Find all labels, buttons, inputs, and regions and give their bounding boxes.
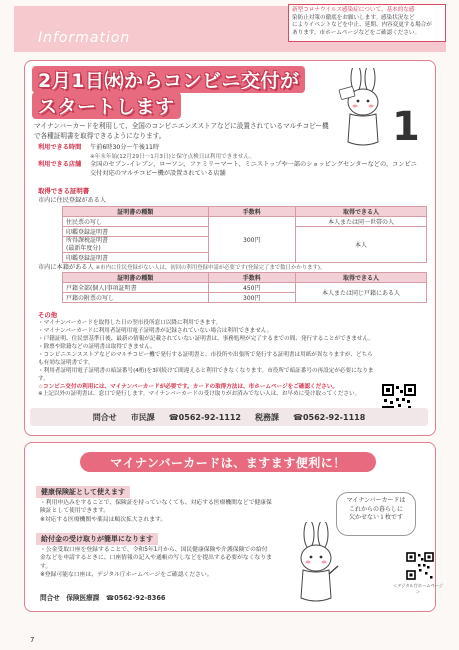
table-header: 手数料 bbox=[208, 273, 295, 283]
benefit-payment-tag: 給付金の受け取りが簡単になります bbox=[36, 533, 158, 545]
cert-fee: 300円 bbox=[208, 217, 295, 263]
cert-name: 戸籍全部(個人)事項証明書 bbox=[63, 283, 209, 293]
notice-line: あります。市ホームページなどをご確認ください。 bbox=[292, 29, 421, 36]
section-domicile-note: ※市内に住民登録がない人は、初回の利用登録申請が必要です(登録完了まで数日かかります)。 bbox=[95, 265, 326, 271]
step-number: 1 bbox=[392, 104, 420, 150]
table-header: 取得できる人 bbox=[295, 273, 426, 283]
stores-label: 利用できる店舗 bbox=[38, 161, 82, 169]
list-item: ・利用申込みをすることで、保険証を持っていなくても、対応する医療機関などで健康保険証として使用できます。 bbox=[40, 500, 272, 515]
list-item: ・除票や除籍などの証明書は取得できません。 bbox=[38, 343, 156, 350]
benefit-payment-text bbox=[40, 546, 272, 580]
cert-fee: 300円 bbox=[208, 293, 295, 303]
health-insurance-tag: 健康保険証として使えます bbox=[36, 486, 130, 498]
contact-dept: 市民課 bbox=[130, 412, 155, 422]
list-item: ※上記以外の証明書は、窓口で発行します。マイナンバーカードの受け取りがお済みでない人は、お早めに受け取ってください。 bbox=[38, 391, 361, 398]
mascot-illustration bbox=[336, 68, 392, 150]
mascot-illustration bbox=[288, 522, 344, 606]
list-item: ・マイナンバーカードに利用者証明用電子証明書が記録されていない場合は利用できません。 bbox=[38, 327, 273, 334]
hours-label: 利用できる時間 bbox=[38, 144, 82, 151]
notice-line: 染防止対策の徹底をお願いします。感染状況など bbox=[292, 14, 415, 21]
domicile-certificate-table bbox=[62, 272, 427, 303]
qr-code-icon[interactable] bbox=[406, 552, 434, 580]
contact-dept: 税務課 bbox=[255, 412, 279, 422]
cert-name: 印鑑登録証明書 bbox=[63, 253, 209, 263]
cert-name: 戸籍の附票の写し bbox=[63, 293, 209, 303]
table-row bbox=[63, 283, 427, 293]
bubble-line: これからの暮らしに bbox=[348, 505, 403, 513]
speech-bubble bbox=[336, 492, 416, 536]
page-number: 7 bbox=[30, 636, 35, 644]
insurance-contact: 問合せ 保険医療課 ☎0562-92-8366 bbox=[40, 594, 166, 602]
cert-eligible: 本人または同一世帯の人 bbox=[295, 217, 426, 227]
list-item: ・マイナンバーカードを取得した日の翌市役所窓口以降に利用できます。 bbox=[38, 320, 222, 326]
qr-caption: ＜デジタル庁ホームページ＞ bbox=[393, 583, 443, 594]
section-domicile bbox=[38, 262, 325, 271]
table-header: 証明書の種類 bbox=[63, 207, 209, 217]
list-item: ・公金受取口座を登録することで、令和5年1月から、国民健康保険や介護保険での給付金などを申請するときに、口座情報の記入や通帳の写しなどを提出する必要がなくなります。 bbox=[40, 547, 272, 570]
other-title: その他 bbox=[38, 311, 58, 319]
cert-name: 住民票の写し bbox=[63, 217, 209, 227]
covid-notice-box bbox=[288, 4, 446, 42]
list-item: ・戸籍証明、住民票基準日後、最新の情報が記載されていない証明書は、事務処理が完了するまでの間、発行することができません。 bbox=[38, 335, 374, 342]
contact-label: 問合せ bbox=[92, 412, 117, 422]
hours-note: ※年末年始(12月29日〜1月3日)と保守点検日は利用できません。 bbox=[90, 153, 255, 160]
health-insurance-text bbox=[40, 499, 272, 524]
section-residents: 市内に住民登録がある人 bbox=[38, 197, 107, 204]
contact-phone[interactable]: ☎0562-92-1112 bbox=[168, 412, 241, 422]
cert-fee: 450円 bbox=[208, 283, 295, 293]
list-item: ・コンビニエンスストアなどのマルチコピー機で発行する証明書と、市役所や出張所で発行する証明書は用紙が異なりますが、どちらも有効な証明書です。 bbox=[38, 351, 373, 366]
usage-info bbox=[38, 144, 418, 179]
notice-line: 新型コロナウイルス感染症について、基本的な感 bbox=[292, 7, 415, 13]
headline bbox=[32, 66, 332, 118]
section-label: Information bbox=[38, 30, 131, 46]
intro-text: マイナンバーカードを利用して、全国のコンビニエンスストアなどに設置されているマルチコピー機で各種証明書を取得できるようになります。 bbox=[34, 122, 329, 140]
section-domicile-label: 市内に本籍がある人 bbox=[38, 264, 94, 271]
cert-eligible: 本人 bbox=[295, 227, 426, 263]
cert-name: 印鑑登録証明書 bbox=[63, 227, 209, 237]
cert-name: 所得課税証明書 (最新年度分) bbox=[63, 237, 209, 253]
list-item: ※対応する医療機関や薬局は順次拡大されます。 bbox=[40, 516, 167, 523]
bubble-line: 欠かせない１枚です bbox=[348, 514, 403, 522]
hours-value: 午前6時30分〜午後11時 bbox=[90, 144, 160, 151]
benefits-banner: マイナンバーカードは、ますます便利に！ bbox=[80, 452, 376, 472]
table-header: 証明書の種類 bbox=[63, 273, 209, 283]
headline-line-1: 2月1日㈬からコンビニ交付が bbox=[32, 66, 305, 93]
bubble-line: マイナンバーカードは bbox=[346, 497, 406, 504]
residents-certificate-table bbox=[62, 206, 427, 263]
list-item: ※登録可能な口座は、デジタル庁ホームページをご確認ください。 bbox=[40, 572, 213, 579]
hours-row bbox=[38, 144, 418, 153]
headline-line-2: スタートします bbox=[32, 92, 181, 119]
stores-value: 全国のセブン-イレブン、ローソン、ファミリーマート、ミニストップや一部のショッピングセンターなどの、コンビニ交付対応のマルチコピー機が設置されている店舗 bbox=[90, 161, 417, 178]
other-notes bbox=[38, 320, 378, 399]
contact-phone[interactable]: ☎0562-92-1118 bbox=[293, 412, 366, 422]
certificates-title: 取得できる証明書 bbox=[38, 187, 90, 195]
table-header: 手数料 bbox=[208, 207, 295, 217]
red-note: ☆コンビニ交付の利用には、マイナンバーカードが必要です。カードの取得方法は、市ホームページをご確認ください。 bbox=[38, 383, 339, 390]
list-item: ・利用者証明用電子証明書の暗証番号(4桁)を3回続けて間違えると利用できなくなります。市役所で暗証番号の再設定が必要になります。 bbox=[38, 367, 374, 382]
cert-eligible: 本人または同じ戸籍にある人 bbox=[295, 283, 426, 303]
table-row bbox=[63, 217, 427, 227]
contact-bar bbox=[30, 408, 428, 426]
notice-line: によりイベントなどを中止、延期、内容変更する場合が bbox=[292, 22, 432, 29]
table-header: 取得できる人 bbox=[295, 207, 426, 217]
stores-row bbox=[38, 161, 418, 179]
